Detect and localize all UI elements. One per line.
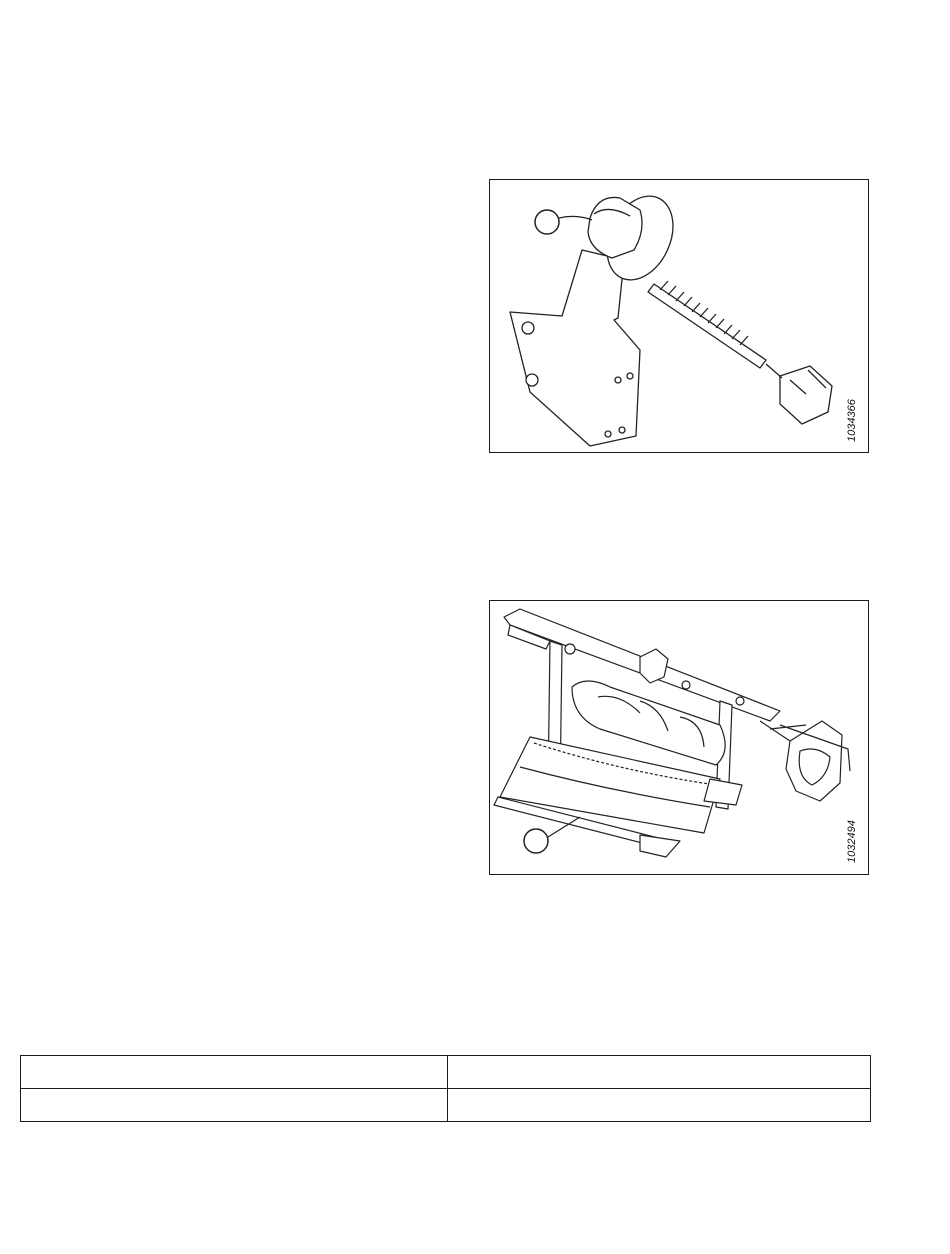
table-cell <box>448 1056 871 1089</box>
spec-table <box>20 1055 871 1122</box>
sensor-bracket-illustration <box>490 180 868 452</box>
table-cell <box>21 1056 448 1089</box>
callout-circle-1 <box>535 210 559 234</box>
figure-number: 1032494 <box>846 820 858 863</box>
figure-reel-assembly <box>489 600 869 875</box>
figure-sensor-bracket <box>489 179 869 453</box>
reel-assembly-illustration <box>490 601 868 874</box>
figure-number: 1034366 <box>846 399 858 442</box>
table-row <box>21 1056 871 1089</box>
table-cell <box>448 1089 871 1122</box>
table-cell <box>21 1089 448 1122</box>
callout-circle-1 <box>524 829 548 853</box>
table-row <box>21 1089 871 1122</box>
